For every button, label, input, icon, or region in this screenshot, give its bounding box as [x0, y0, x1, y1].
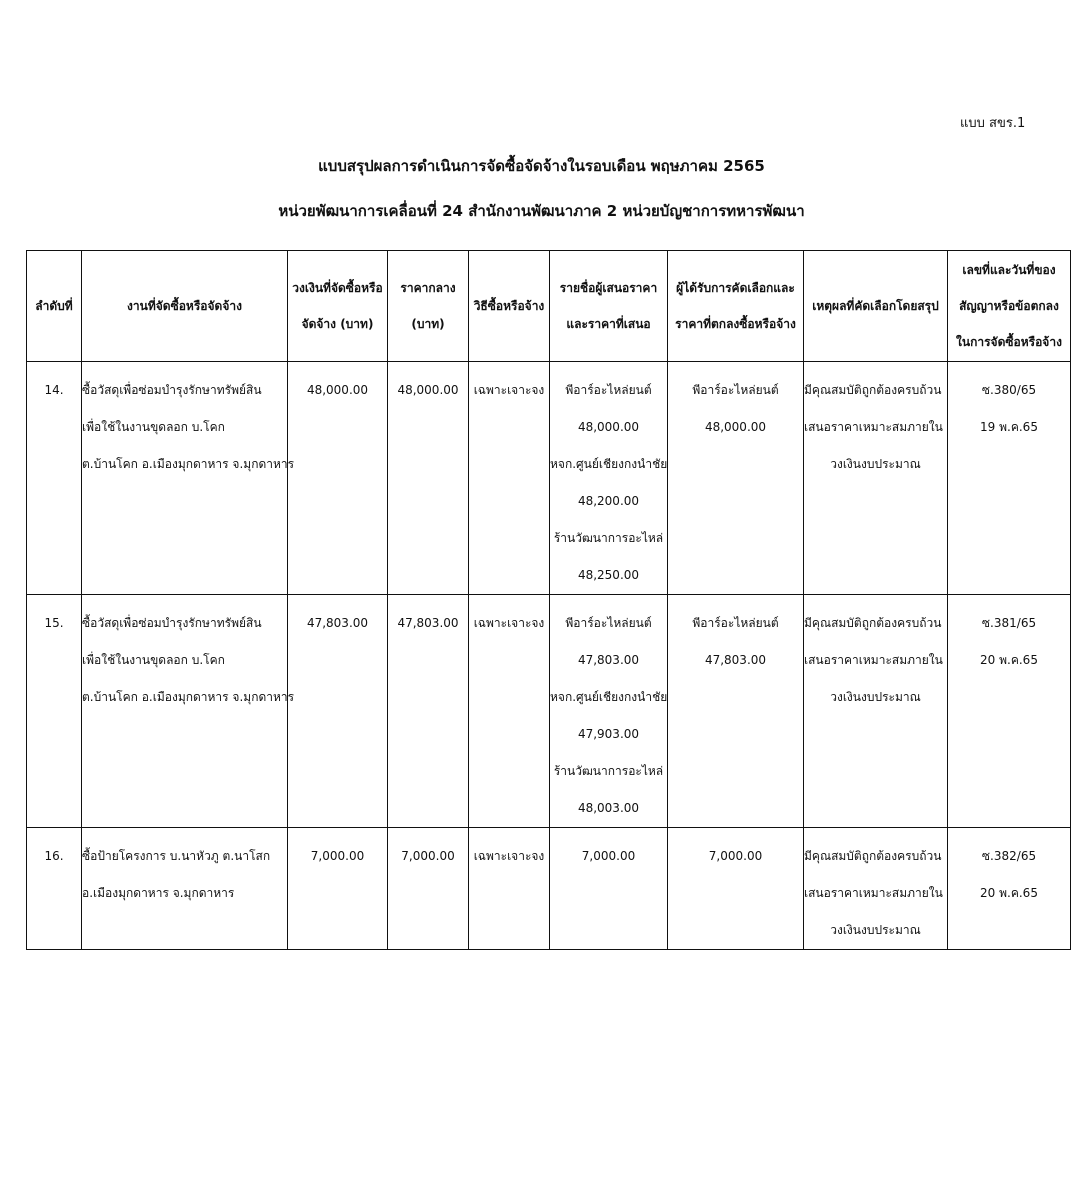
header-item: งานที่จัดซื้อหรือจัดจ้าง: [82, 251, 288, 362]
header-selected-line: ราคาที่ตกลงซื้อหรือจ้าง: [675, 317, 796, 331]
cell-reason: [804, 595, 948, 828]
procurement-summary-table: [26, 250, 1071, 950]
bidder-line: 48,250.00: [577, 568, 640, 582]
row-no: 15.: [44, 616, 64, 630]
cell-no: [27, 595, 82, 828]
header-reason: เหตุผลที่คัดเลือกโดยสรุป: [804, 251, 948, 362]
cell-median-price: [388, 828, 469, 950]
contract-line: ซ.382/65: [981, 849, 1037, 863]
cell-selected: [668, 595, 804, 828]
report-subtitle: หน่วยพัฒนาการเคลื่อนที่ 24 สำนักงานพัฒนาภาค 2 หน่วยบัญชาการทหารพัฒนา: [278, 202, 805, 220]
header-contract-line: สัญญาหรือข้อตกลง: [959, 299, 1059, 313]
method-value: เฉพาะเจาะจง: [473, 849, 545, 863]
header-no: ลำดับที่: [27, 251, 82, 362]
reason-line: วงเงินงบประมาณ: [830, 923, 921, 937]
item-line: เพื่อใช้ในงานขุดลอก บ.โคก: [82, 653, 225, 667]
header-bidders-line: และราคาที่เสนอ: [566, 317, 651, 331]
cell-contract: [948, 828, 1071, 950]
contract-line: 20 พ.ค.65: [980, 653, 1038, 667]
bidder-line: หจก.ศูนย์เชียงกงนำชัย: [550, 690, 668, 704]
cell-budget: [288, 362, 388, 595]
selected-line: พีอาร์อะไหล่ยนต์: [692, 616, 779, 630]
bidder-line: 48,000.00: [577, 420, 640, 434]
header-contract-line: เลขที่และวันที่ของ: [962, 263, 1056, 277]
bidder-line: 48,003.00: [577, 801, 640, 815]
bidder-line: 7,000.00: [581, 849, 636, 863]
header-selected: [668, 251, 804, 362]
cell-reason: [804, 362, 948, 595]
cell-selected: [668, 362, 804, 595]
header-median-price: [388, 251, 469, 362]
contract-line: ซ.381/65: [981, 616, 1037, 630]
cell-bidders: [550, 362, 668, 595]
form-code: แบบ สขร.1: [960, 116, 1026, 131]
reason-line: วงเงินงบประมาณ: [830, 457, 921, 471]
cell-item: [82, 362, 295, 595]
cell-reason: [804, 828, 948, 950]
method-value: เฉพาะเจาะจง: [473, 616, 545, 630]
cell-item: [82, 595, 295, 828]
cell-method: [469, 595, 550, 828]
reason-line: วงเงินงบประมาณ: [830, 690, 921, 704]
cell-contract: [948, 595, 1071, 828]
header-contract-line: ในการจัดซื้อหรือจ้าง: [956, 335, 1062, 349]
cell-item: [82, 828, 288, 950]
contract-line: 19 พ.ค.65: [980, 420, 1038, 434]
cell-contract: [948, 362, 1071, 595]
header-budget-line: วงเงินที่จัดซื้อหรือ: [292, 281, 383, 295]
table-row: [27, 595, 1071, 828]
cell-bidders: [550, 828, 668, 950]
bidder-line: พีอาร์อะไหล่ยนต์: [565, 383, 652, 397]
bidder-line: 48,200.00: [577, 494, 640, 508]
cell-median-price: [388, 362, 469, 595]
header-budget-line: จัดจ้าง (บาท): [301, 317, 374, 331]
row-no: 14.: [44, 383, 64, 397]
item-line: ซื้อป้ายโครงการ บ.นาหัวภู ต.นาโสก: [82, 849, 271, 863]
budget-value: 47,803.00: [306, 616, 369, 630]
reason-line: เสนอราคาเหมาะสมภายใน: [804, 420, 943, 434]
report-title: แบบสรุปผลการดำเนินการจัดซื้อจัดจ้างในรอบเดือน พฤษภาคม 2565: [318, 157, 765, 175]
item-line: อ.เมืองมุกดาหาร จ.มุกดาหาร: [82, 886, 235, 900]
header-bidders: [550, 251, 668, 362]
contract-line: 20 พ.ค.65: [980, 886, 1038, 900]
bidder-line: 47,903.00: [577, 727, 640, 741]
cell-method: [469, 828, 550, 950]
cell-bidders: [550, 595, 668, 828]
budget-value: 48,000.00: [306, 383, 369, 397]
budget-value: 7,000.00: [310, 849, 365, 863]
selected-line: 48,000.00: [704, 420, 767, 434]
header-median-price-line: ราคากลาง: [400, 281, 456, 295]
bidder-line: พีอาร์อะไหล่ยนต์: [565, 616, 652, 630]
cell-budget: [288, 828, 388, 950]
item-line: ซื้อวัสดุเพื่อซ่อมบำรุงรักษาทรัพย์สิน: [82, 383, 262, 397]
median-price-value: 7,000.00: [401, 849, 455, 863]
table-header-row: [27, 251, 1071, 362]
item-line: ซื้อวัสดุเพื่อซ่อมบำรุงรักษาทรัพย์สิน: [82, 616, 262, 630]
reason-line: มีคุณสมบัติถูกต้องครบถ้วน: [804, 849, 942, 863]
reason-line: มีคุณสมบัติถูกต้องครบถ้วน: [804, 616, 942, 630]
bidder-line: 47,803.00: [577, 653, 640, 667]
median-price-value: 48,000.00: [397, 383, 459, 397]
selected-line: 7,000.00: [708, 849, 763, 863]
header-median-price-line: (บาท): [411, 317, 445, 331]
method-value: เฉพาะเจาะจง: [473, 383, 545, 397]
cell-budget: [288, 595, 388, 828]
median-price-value: 47,803.00: [397, 616, 459, 630]
row-no: 16.: [44, 849, 64, 863]
cell-no: [27, 828, 82, 950]
table-row: [27, 828, 1071, 950]
item-line: ต.บ้านโคก อ.เมืองมุกดาหาร จ.มุกดาหาร: [82, 690, 295, 704]
reason-line: เสนอราคาเหมาะสมภายใน: [804, 886, 943, 900]
reason-line: เสนอราคาเหมาะสมภายใน: [804, 653, 943, 667]
cell-no: [27, 362, 82, 595]
header-budget: [288, 251, 388, 362]
bidder-line: ร้านวัฒนาการอะไหล่: [553, 764, 664, 778]
table-row: [27, 362, 1071, 595]
header-method: วิธีซื้อหรือจ้าง: [469, 251, 550, 362]
selected-line: 47,803.00: [704, 653, 767, 667]
cell-median-price: [388, 595, 469, 828]
bidder-line: หจก.ศูนย์เชียงกงนำชัย: [550, 457, 668, 471]
contract-line: ซ.380/65: [981, 383, 1037, 397]
header-contract: [948, 251, 1071, 362]
selected-line: พีอาร์อะไหล่ยนต์: [692, 383, 779, 397]
header-bidders-line: รายชื่อผู้เสนอราคา: [559, 281, 658, 295]
cell-selected: [668, 828, 804, 950]
bidder-line: ร้านวัฒนาการอะไหล่: [553, 531, 664, 545]
header-selected-line: ผู้ได้รับการคัดเลือกและ: [676, 281, 795, 295]
item-line: เพื่อใช้ในงานขุดลอก บ.โคก: [82, 420, 225, 434]
cell-method: [469, 362, 550, 595]
reason-line: มีคุณสมบัติถูกต้องครบถ้วน: [804, 383, 942, 397]
item-line: ต.บ้านโคก อ.เมืองมุกดาหาร จ.มุกดาหาร: [82, 457, 295, 471]
